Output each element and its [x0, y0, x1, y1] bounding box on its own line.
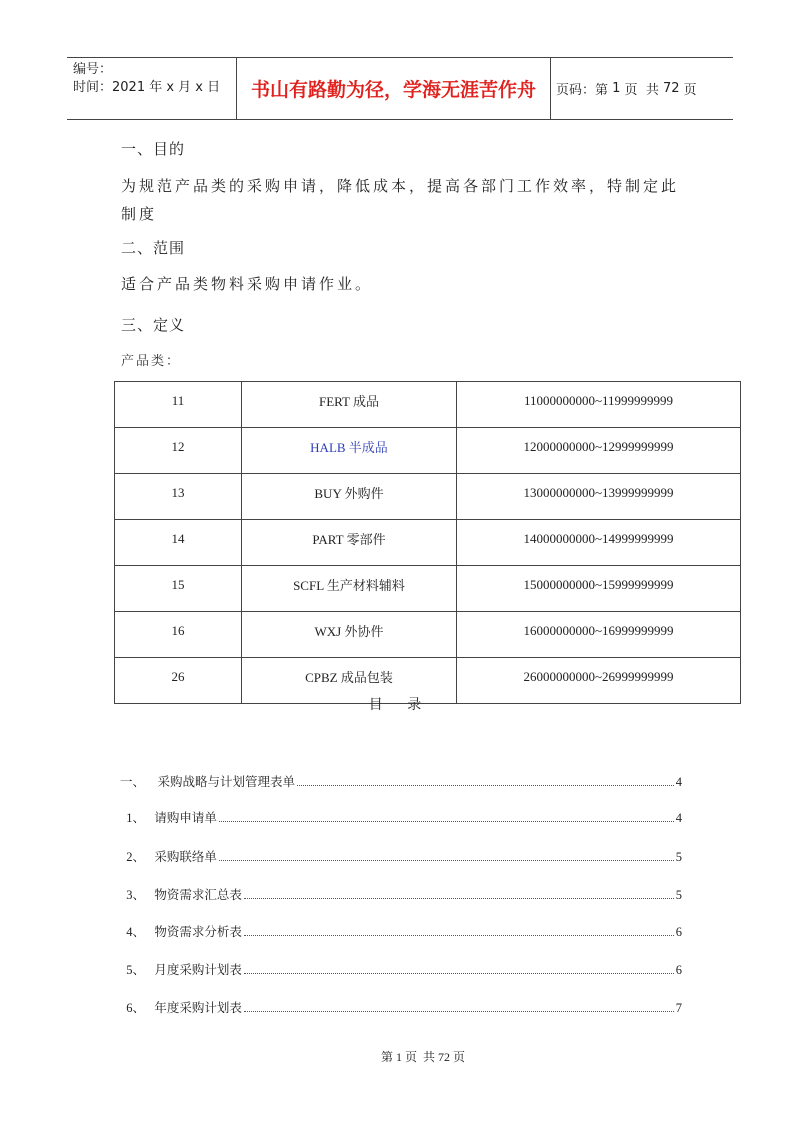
row-range: 15000000000~15999999999 [457, 566, 741, 612]
row-range: 26000000000~26999999999 [457, 658, 741, 704]
section-text-purpose: 为规范产品类的采购申请，降低成本，提高各部门工作效率，特制定此制度 [121, 177, 680, 223]
section-title-definition: 三、定义 [121, 316, 186, 334]
toc-item-number: 3、 [120, 888, 155, 902]
toc-leader-dots [219, 820, 674, 822]
toc-item-page: 4 [675, 775, 682, 789]
row-code: 26 [115, 658, 242, 704]
toc-item-label: 月度采购计划表 [154, 963, 242, 977]
time-label: 时间：2021 年 x 月 x 日 [73, 80, 221, 95]
toc-item-label: 请购申请单 [154, 811, 217, 825]
toc-item-label: 采购战略与计划管理表单 [157, 775, 296, 789]
row-name: WXJ 外协件 [242, 612, 457, 658]
row-name: HALB 半成品 [242, 428, 457, 474]
toc-item-number: 一、 [120, 775, 158, 789]
toc-item-page: 6 [675, 963, 682, 977]
toc-leader-dots [219, 859, 674, 861]
row-code: 14 [115, 520, 242, 566]
page-mid: 页 共 [620, 83, 663, 98]
toc-item-number: 6、 [120, 1001, 155, 1015]
row-range: 12000000000~12999999999 [457, 428, 741, 474]
toc-leader-dots [244, 1010, 674, 1012]
row-name: FERT 成品 [242, 382, 457, 428]
row-range: 16000000000~16999999999 [457, 612, 741, 658]
row-name: SCFL 生产材料辅料 [242, 566, 457, 612]
row-code: 11 [115, 382, 242, 428]
toc-item-number: 2、 [120, 850, 155, 864]
table-row [115, 428, 741, 474]
page-header [67, 57, 733, 120]
table-row [115, 474, 741, 520]
toc-item-label: 物资需求分析表 [154, 925, 242, 939]
section-title-purpose: 一、目的 [121, 140, 186, 158]
row-name: BUY 外购件 [242, 474, 457, 520]
table-row [115, 566, 741, 612]
footer-suffix: 页 [450, 1050, 466, 1064]
toc-item-number: 4、 [120, 925, 155, 939]
section-title-scope: 二、范围 [121, 239, 186, 257]
header-meta [67, 58, 237, 119]
page-footer [0, 1048, 800, 1065]
row-range: 11000000000~11999999999 [457, 382, 741, 428]
page-suffix: 页 [679, 83, 697, 98]
toc-item-label: 年度采购计划表 [154, 1001, 242, 1015]
row-range: 13000000000~13999999999 [457, 474, 741, 520]
header-motto: 书山有路勤为径，学海无涯苦作舟 [237, 58, 551, 119]
section-text-scope: 适合产品类物料采购申请作业。 [121, 275, 374, 293]
row-name: CPBZ 成品包装 [242, 658, 457, 704]
row-name: PART 零部件 [242, 520, 457, 566]
table-row [115, 612, 741, 658]
toc-item-page: 4 [675, 811, 682, 825]
toc-leader-dots [244, 897, 674, 899]
toc-item[interactable] [120, 920, 682, 940]
toc-item[interactable] [120, 883, 682, 903]
toc-item-page: 5 [675, 888, 682, 902]
footer-page-total: 72 [438, 1050, 450, 1064]
product-category-table [114, 381, 741, 704]
row-code: 13 [115, 474, 242, 520]
toc-item-page: 7 [675, 1001, 682, 1015]
page-number: 1 [612, 81, 621, 96]
serial-label: 编号： [73, 62, 113, 77]
section-subtitle-product: 产品类： [121, 354, 182, 369]
toc-item-page: 5 [675, 850, 682, 864]
page-prefix: 页码：第 [556, 83, 613, 98]
toc-item[interactable] [120, 996, 682, 1016]
footer-prefix: 第 [380, 1050, 396, 1064]
toc-item-label: 物资需求汇总表 [154, 888, 242, 902]
toc-item-label: 采购联络单 [154, 850, 217, 864]
toc-item-number: 5、 [120, 963, 155, 977]
footer-mid: 页 共 [401, 1050, 438, 1064]
toc-item[interactable] [120, 958, 682, 978]
row-code: 12 [115, 428, 242, 474]
toc-leader-dots [244, 972, 674, 974]
toc-item-number: 1、 [120, 811, 155, 825]
page-total: 72 [662, 81, 680, 96]
toc-item[interactable] [120, 845, 682, 865]
toc-item-page: 6 [675, 925, 682, 939]
toc-title: 目 录 [368, 697, 432, 713]
row-code: 16 [115, 612, 242, 658]
footer-page-number: 1 [395, 1050, 402, 1064]
table-row [115, 382, 741, 428]
table-row [115, 520, 741, 566]
header-page-info [551, 58, 733, 119]
toc-item[interactable] [120, 806, 682, 826]
toc-item[interactable] [120, 770, 682, 790]
row-code: 15 [115, 566, 242, 612]
row-range: 14000000000~14999999999 [457, 520, 741, 566]
toc-leader-dots [244, 934, 674, 936]
toc-leader-dots [297, 784, 674, 786]
